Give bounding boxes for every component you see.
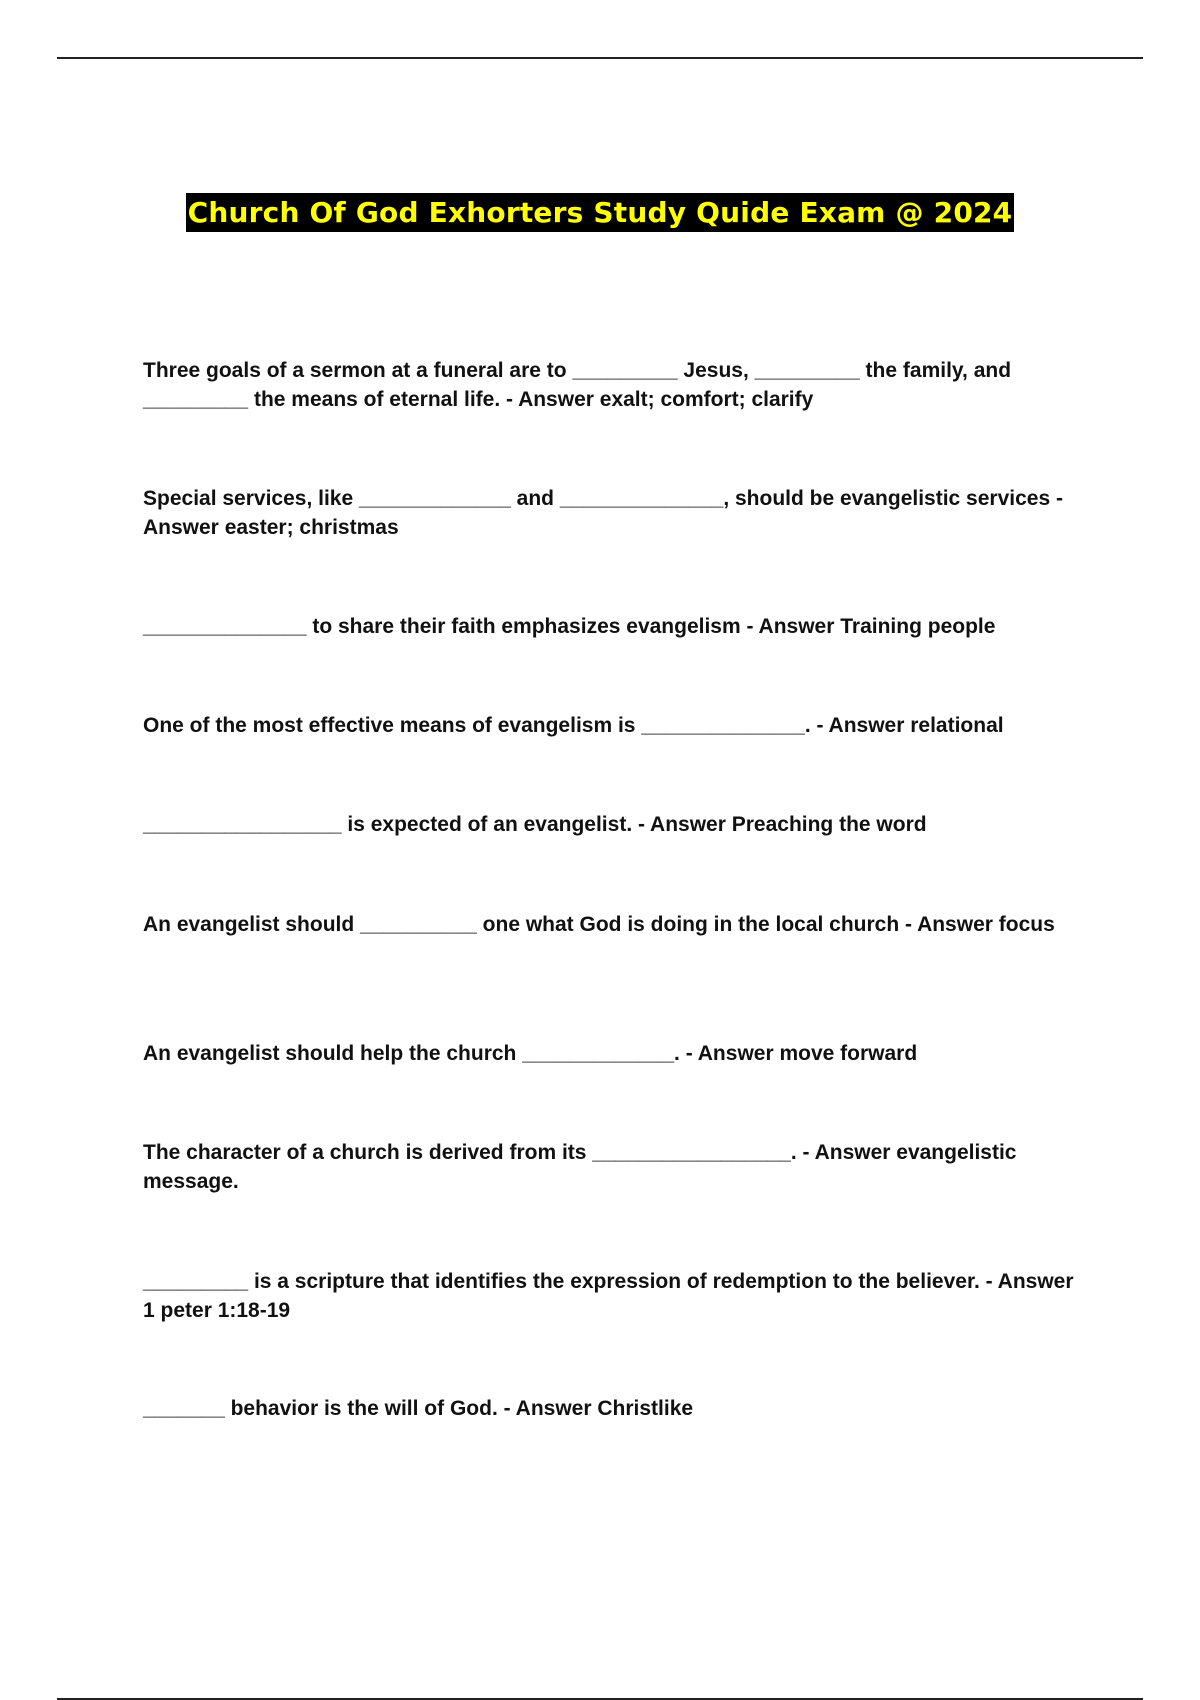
question-item-8: The character of a church is derived from its _________________. - Answer evangelistic message. (143, 1141, 1017, 1193)
question-item-6: An evangelist should __________ one what God is doing in the local church - Answer focus (143, 913, 1055, 936)
question-item-10: _______ behavior is the will of God. - Answer Christlike (143, 1397, 694, 1420)
question-item-1: Three goals of a sermon at a funeral are to _________ Jesus, _________ the family, and _________ the means of eternal life. - Answer exalt; comfort; clarify (143, 359, 1012, 411)
question-item-5: _________________ is expected of an evangelist. - Answer Preaching the word (143, 813, 927, 836)
question-item-9: _________ is a scripture that identifies the expression of redemption to the believer. - Answer 1 peter 1:18-19 (143, 1270, 1074, 1322)
question-item-3: ______________ to share their faith emphasizes evangelism - Answer Training people (143, 615, 996, 638)
top-rule (57, 57, 1143, 59)
document-title: Church Of God Exhorters Study Quide Exam @ 2024 (186, 193, 1015, 232)
question-item-2: Special services, like _____________ and ______________, should be evangelistic services - Answer easter; christmas (143, 487, 1063, 539)
question-item-7: An evangelist should help the church _____________. - Answer move forward (143, 1042, 918, 1065)
question-item-4: One of the most effective means of evangelism is ______________. - Answer relational (143, 714, 1004, 737)
title-container (0, 193, 1200, 232)
